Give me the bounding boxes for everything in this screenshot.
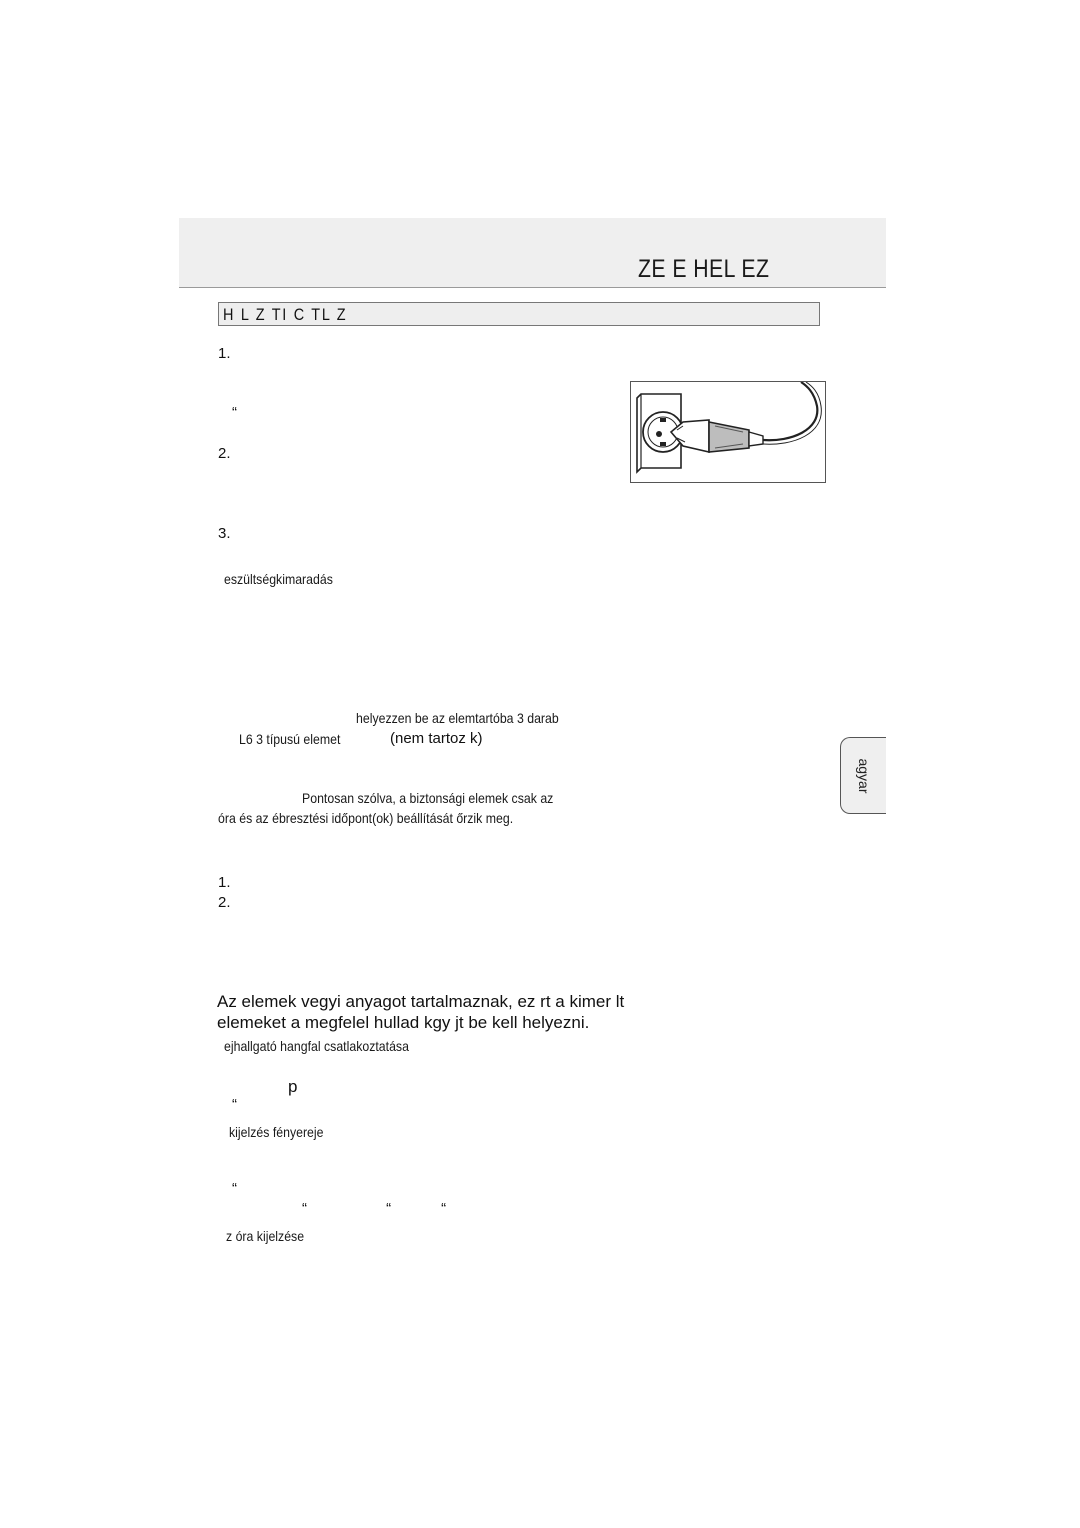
- text-fragment: p: [288, 1077, 298, 1096]
- step-number: 2.: [218, 445, 231, 462]
- page-title: ZE E HEL EZ: [638, 255, 770, 283]
- step-number: 1.: [218, 874, 231, 891]
- section-heading-box: [218, 302, 820, 326]
- battery-text-note: (nem tartoz k): [390, 730, 483, 747]
- step-number: 1.: [218, 345, 231, 362]
- language-tab-label: agyar: [855, 757, 872, 794]
- quote-mark: “: [232, 404, 237, 421]
- quote-marks-row: “ “ “: [302, 1200, 447, 1217]
- warning-line: Az elemek vegyi anyagot tartalmaznak, ez rt a kimer lt: [217, 992, 625, 1011]
- quote-mark: “: [232, 1096, 237, 1113]
- warning-line: elemeket a megfelel hullad kgy jt be kell helyezni.: [217, 1013, 590, 1032]
- quote-mark: “: [232, 1180, 237, 1197]
- header-band: [179, 218, 886, 288]
- battery-text-line: L6 3 típusú elemet: [239, 731, 341, 747]
- battery-text-line: óra és az ébresztési időpont(ok) beállítását őrzik meg.: [218, 810, 514, 826]
- section-heading: H L Z TI C TL Z: [223, 305, 348, 324]
- power-plug-socket-icon: [630, 381, 826, 483]
- language-tab: [840, 737, 886, 814]
- subheading-power-failure: eszültségkimaradás: [224, 571, 333, 587]
- battery-text-line: helyezzen be az elemtartóba 3 darab: [356, 710, 559, 726]
- step-number: 2.: [218, 894, 231, 911]
- subheading-clock-display: z óra kijelzése: [226, 1228, 305, 1244]
- subheading-headphones: ejhallgató hangfal csatlakoztatása: [224, 1038, 409, 1054]
- battery-text-line: Pontosan szólva, a biztonsági elemek csak az: [302, 790, 554, 806]
- subheading-display-brightness: kijelzés fényereje: [229, 1124, 324, 1140]
- step-number: 3.: [218, 525, 231, 542]
